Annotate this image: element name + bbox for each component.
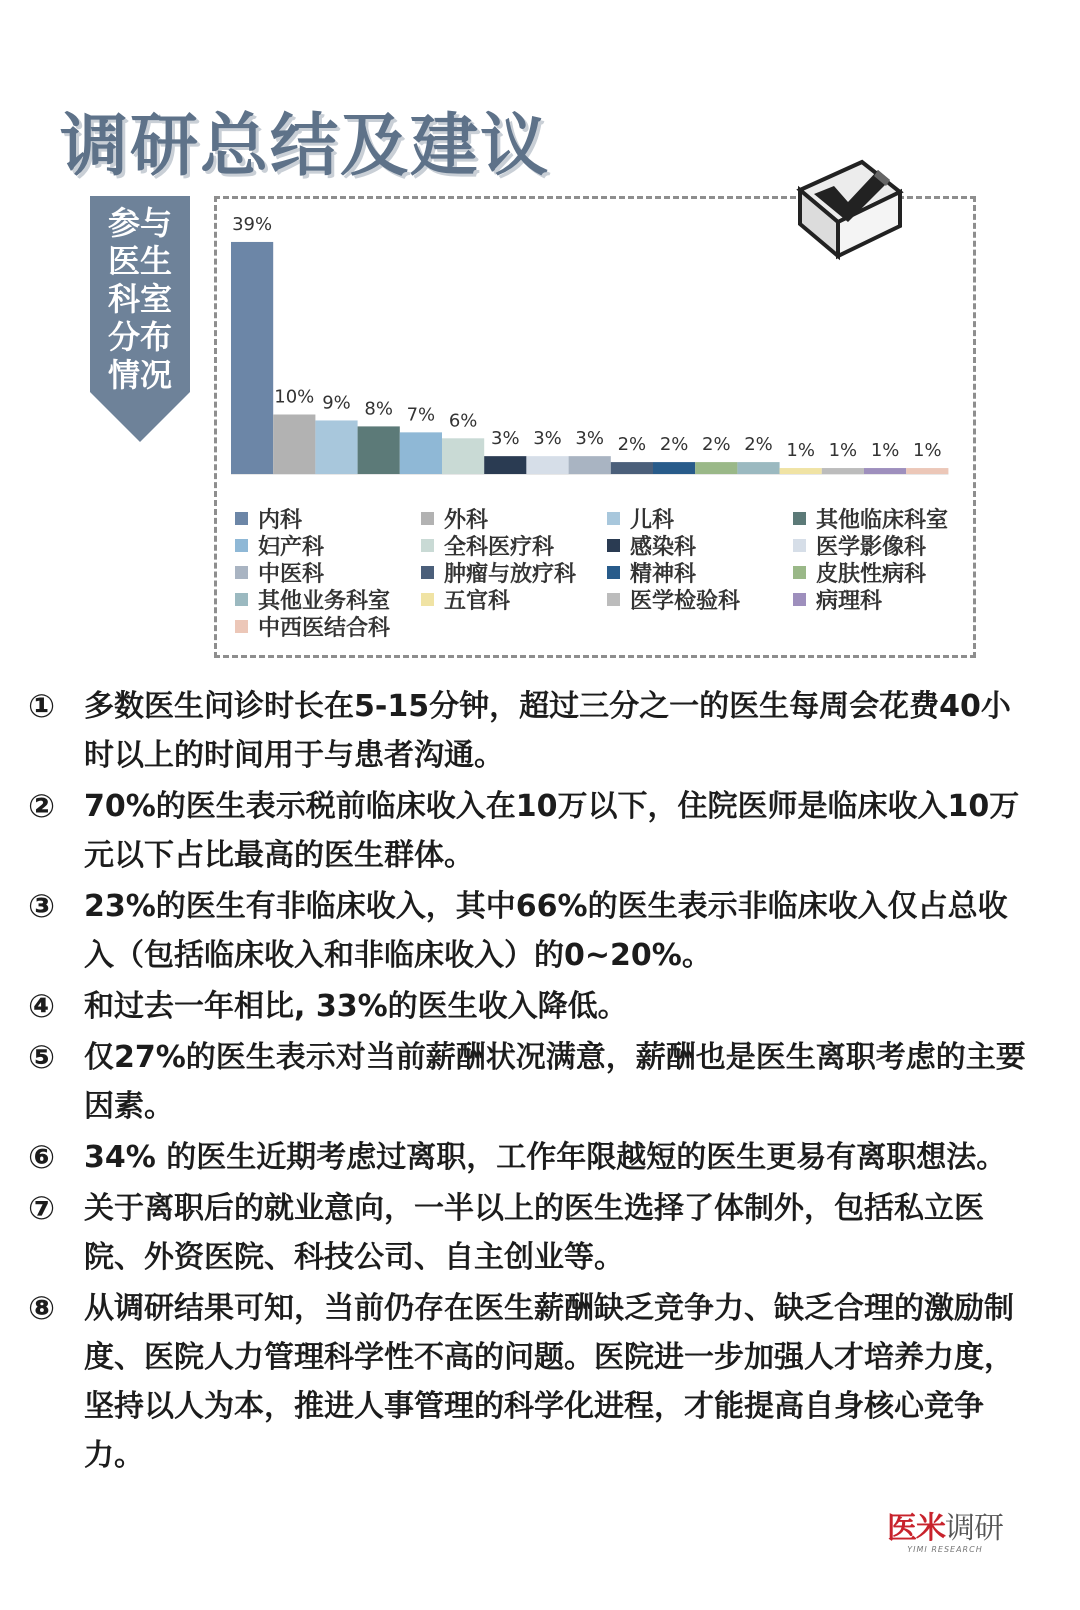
bar — [400, 432, 442, 474]
side-label — [90, 204, 190, 394]
legend-swatch — [607, 539, 620, 552]
summary-item-text: 23%的医生有非临床收入，其中66%的医生表示非临床收入仅占总收入（包括临床收入和非临床收入）的0~20%。 — [84, 889, 1008, 973]
side-label-line: 医生 — [107, 242, 172, 280]
brand-logo — [880, 1503, 1010, 1554]
summary-item-number: ① — [28, 687, 56, 725]
summary-item — [28, 1133, 1028, 1182]
legend-item — [421, 559, 576, 586]
legend-swatch — [607, 566, 620, 579]
legend-item — [793, 532, 926, 559]
bar-value-label: 39% — [232, 213, 273, 235]
legend-item — [607, 559, 696, 586]
summary-item-text: 仅27%的医生表示对当前薪酬状况满意，薪酬也是医生离职考虑的主要因素。 — [84, 1040, 1026, 1124]
checkbox-check-icon — [790, 152, 910, 270]
bar — [780, 468, 822, 474]
summary-item-number: ③ — [28, 887, 56, 925]
bar-value-label: 3% — [491, 428, 520, 450]
summary-item-text: 多数医生问诊时长在5-15分钟，超过三分之一的医生每周会花费40小时以上的时间用于与患者沟通。 — [84, 689, 1011, 773]
legend-item — [421, 505, 488, 532]
summary-item-text: 70%的医生表示税前临床收入在10万以下，住院医师是临床收入10万元以下占比最高的医生群体。 — [84, 789, 1020, 873]
legend-swatch — [793, 566, 806, 579]
summary-item-number: ④ — [28, 987, 56, 1025]
bar-value-label: 1% — [913, 440, 942, 462]
page-title: 调研总结及建议 — [60, 107, 551, 186]
bar — [695, 462, 737, 474]
bar-value-label: 2% — [659, 434, 689, 456]
legend-item — [607, 505, 674, 532]
bar — [442, 438, 484, 474]
legend-swatch — [421, 539, 434, 552]
bar — [315, 420, 357, 474]
legend-label: 医学影像科 — [816, 535, 927, 560]
legend-swatch — [421, 512, 434, 525]
summary-item-text: 34% 的医生近期考虑过离职，工作年限越短的医生更易有离职想法。 — [84, 1140, 1007, 1175]
legend-label: 外科 — [444, 508, 489, 533]
legend-label: 感染科 — [630, 535, 697, 560]
legend-swatch — [235, 512, 248, 525]
legend-item — [607, 586, 740, 613]
side-label-line: 分布 — [107, 318, 172, 356]
bar-value-label: 2% — [702, 434, 731, 456]
legend-swatch — [421, 593, 434, 606]
legend-swatch — [793, 512, 806, 525]
legend-swatch — [607, 593, 620, 606]
legend-swatch — [235, 620, 248, 633]
bar-value-label: 2% — [617, 434, 647, 456]
side-label-line: 参与 — [107, 204, 172, 242]
bar — [822, 468, 864, 474]
legend-item — [793, 586, 882, 613]
legend-label: 肿瘤与放疗科 — [444, 562, 577, 587]
legend-item — [421, 586, 510, 613]
bar — [653, 462, 695, 474]
bar-value-label: 9% — [322, 392, 351, 414]
legend-swatch — [235, 566, 248, 579]
bar — [358, 426, 400, 474]
summary-item — [28, 1284, 1028, 1480]
bar-value-label: 8% — [364, 398, 393, 420]
legend-label: 全科医疗科 — [444, 535, 555, 560]
summary-item — [28, 682, 1028, 780]
side-banner — [90, 196, 190, 446]
legend-item — [607, 532, 696, 559]
summary-item-text: 关于离职后的就业意向，一半以上的医生选择了体制外，包括私立医院、外资医院、科技公司、自主创业等。 — [84, 1191, 984, 1275]
legend-label: 妇产科 — [258, 535, 325, 560]
bar — [273, 415, 315, 475]
legend-swatch — [793, 593, 806, 606]
bar-value-label: 2% — [744, 434, 773, 456]
legend-item — [235, 505, 302, 532]
summary-item — [28, 882, 1028, 980]
bar — [906, 468, 948, 474]
bar — [737, 462, 779, 474]
brand-name — [880, 1503, 1010, 1547]
bar — [526, 456, 568, 474]
legend-label: 医学检验科 — [630, 589, 741, 614]
summary-item — [28, 782, 1028, 880]
legend-label: 五官科 — [444, 589, 511, 614]
legend-item — [235, 559, 324, 586]
legend-label: 内科 — [258, 508, 303, 533]
bar-value-label: 3% — [533, 428, 562, 450]
bar — [484, 456, 526, 474]
legend-swatch — [235, 593, 248, 606]
bar-value-label: 7% — [406, 404, 436, 426]
legend-label: 精神科 — [630, 562, 697, 587]
bar-value-label: 1% — [786, 440, 815, 462]
legend-item — [235, 532, 324, 559]
legend-label: 皮肤性病科 — [816, 562, 927, 587]
summary-item — [28, 1184, 1028, 1282]
summary-item — [28, 1033, 1028, 1131]
summary-item — [28, 982, 1028, 1031]
legend-label: 其他业务科室 — [258, 589, 391, 614]
legend-swatch — [421, 566, 434, 579]
legend-label: 中西医结合科 — [258, 616, 391, 641]
legend-label: 中医科 — [258, 562, 325, 587]
legend-swatch — [607, 512, 620, 525]
side-label-line: 情况 — [107, 356, 172, 394]
legend-item — [793, 559, 926, 586]
summary-list — [28, 682, 1028, 1482]
legend-swatch — [235, 539, 248, 552]
legend-label: 病理科 — [816, 589, 883, 614]
summary-item-number: ⑧ — [28, 1289, 56, 1327]
bar — [231, 242, 273, 474]
legend-item — [793, 505, 948, 532]
bar-value-label: 6% — [448, 410, 478, 432]
bar-value-label: 3% — [575, 428, 604, 450]
summary-item-number: ⑤ — [28, 1038, 56, 1076]
summary-item-text: 和过去一年相比, 33%的医生收入降低。 — [84, 989, 628, 1024]
bar — [611, 462, 653, 474]
legend-label: 儿科 — [630, 508, 675, 533]
bar — [569, 456, 611, 474]
summary-item-number: ⑦ — [28, 1189, 56, 1227]
summary-item-text: 从调研结果可知，当前仍存在医生薪酬缺乏竞争力、缺乏合理的激励制度、医院人力管理科学性不高的问题。医院进一步加强人才培养力度，坚持以人为本，推进人事管理的科学化进程，才能提高自身核心竞争力。 — [84, 1291, 1014, 1473]
legend-item — [235, 586, 390, 613]
brand-name-rest: 调研 — [945, 1511, 1003, 1546]
brand-name-accent: 医米 — [887, 1511, 945, 1546]
bar-value-label: 1% — [828, 440, 858, 462]
bar-value-label: 1% — [870, 440, 900, 462]
legend-item — [235, 613, 390, 640]
brand-subtitle: YIMI RESEARCH — [907, 1545, 983, 1554]
side-label-line: 科室 — [107, 280, 172, 318]
bar-value-label: 10% — [274, 386, 315, 408]
legend-swatch — [793, 539, 806, 552]
legend-item — [421, 532, 554, 559]
summary-item-number: ② — [28, 787, 56, 825]
summary-item-number: ⑥ — [28, 1138, 56, 1176]
legend-label: 其他临床科室 — [816, 508, 949, 533]
bar — [864, 468, 906, 474]
